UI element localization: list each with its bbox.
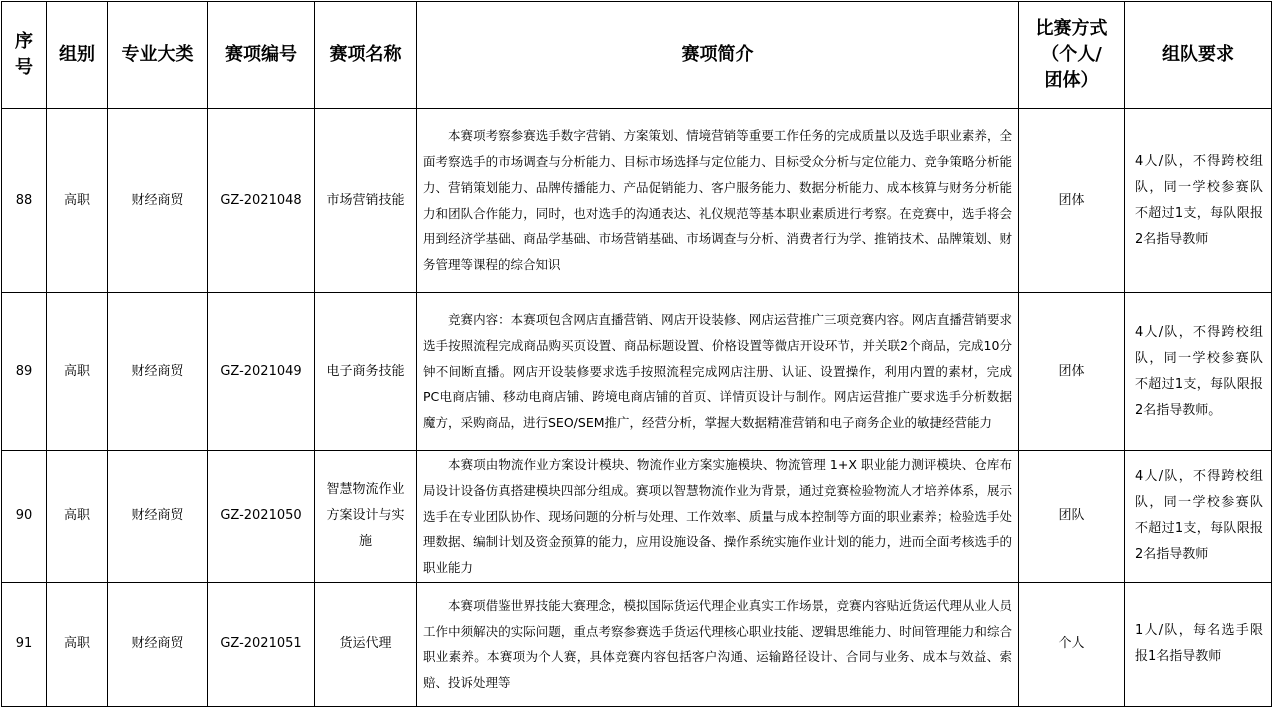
cell-intro: 竞赛内容：本赛项包含网店直播营销、网店开设装修、网店运营推广三项竞赛内容。网店直播营销要求选手按照流程完成商品购买页设置、商品标题设置、价格设置等微店开设环节，并关联2个商品，完成10分钟不间断直播。网店开设装修要求选手按照流程完成网店注册、认证、设置操作，利用内置的素材，完成PC电商店铺、移动电商店铺、跨境电商店铺的首页、详情页设计与制作。网店运营推广要求选手分析数据魔方，采购商品，进行SEO/SEM推广，经营分析，掌握大数据精准营销和电子商务企业的敏捷经营能力 [417, 293, 1019, 451]
cell-group: 高职 [47, 109, 108, 293]
header-intro: 赛项简介 [417, 2, 1019, 109]
cell-group: 高职 [47, 293, 108, 451]
cell-code: GZ-2021048 [208, 109, 315, 293]
cell-name: 货运代理 [315, 582, 417, 706]
cell-intro: 本赛项考察参赛选手数字营销、方案策划、情境营销等重要工作任务的完成质量以及选手职业素养，全面考察选手的市场调查与分析能力、目标市场选择与定位能力、目标受众分析与定位能力、竞争策略分析能力、营销策划能力、品牌传播能力、产品促销能力、客户服务能力、数据分析能力、成本核算与财务分析能力和团队合作能力，同时，也对选手的沟通表达、礼仪规范等基本职业素质进行考察。在竞赛中，选手将会用到经济学基础、商品学基础、市场营销基础、市场调查与分析、消费者行为学、推销技术、品牌策划、财务管理等课程的综合知识 [417, 109, 1019, 293]
table-row [2, 451, 1272, 583]
table-row [2, 582, 1272, 706]
cell-code: GZ-2021051 [208, 582, 315, 706]
cell-intro: 本赛项借鉴世界技能大赛理念，模拟国际货运代理企业真实工作场景，竞赛内容贴近货运代理从业人员工作中须解决的实际问题，重点考察参赛选手货运代理核心职业技能、逻辑思维能力、时间管理能力和综合职业素养。本赛项为个人赛，具体竞赛内容包括客户沟通、运输路径设计、合同与业务、成本与效益、索赔、投诉处理等 [417, 582, 1019, 706]
header-row [2, 2, 1272, 109]
cell-name: 市场营销技能 [315, 109, 417, 293]
cell-code: GZ-2021050 [208, 451, 315, 583]
cell-major: 财经商贸 [108, 451, 208, 583]
cell-seq: 90 [2, 451, 47, 583]
cell-name: 智慧物流作业方案设计与实施 [315, 451, 417, 583]
cell-team: 4人/队，不得跨校组队，同一学校参赛队不超过1支，每队限报2名指导教师 [1125, 451, 1272, 583]
cell-group: 高职 [47, 451, 108, 583]
table-row [2, 109, 1272, 293]
table-row [2, 293, 1272, 451]
cell-team: 4人/队，不得跨校组队，同一学校参赛队不超过1支，每队限报2名指导教师。 [1125, 293, 1272, 451]
cell-intro: 本赛项由物流作业方案设计模块、物流作业方案实施模块、物流管理 1+X 职业能力测评模块、仓库布局设计设备仿真搭建模块四部分组成。赛项以智慧物流作业为背景，通过竞赛检验物流人才培养体系，展示选手在专业团队协作、现场问题的分析与处理、工作效率、质量与成本控制等方面的职业素养；检验选手处理数据、编制计划及资金预算的能力，应用设施设备、操作系统实施作业计划的能力，进而全面考核选手的职业能力 [417, 451, 1019, 583]
competition-table [1, 1, 1272, 707]
cell-mode: 团体 [1019, 109, 1125, 293]
cell-group: 高职 [47, 582, 108, 706]
cell-major: 财经商贸 [108, 293, 208, 451]
cell-major: 财经商贸 [108, 109, 208, 293]
header-group: 组别 [47, 2, 108, 109]
header-mode: 比赛方式（个人/团体） [1019, 2, 1125, 109]
cell-team: 4人/队，不得跨校组队，同一学校参赛队不超过1支，每队限报2名指导教师 [1125, 109, 1272, 293]
header-seq: 序号 [2, 2, 47, 109]
cell-code: GZ-2021049 [208, 293, 315, 451]
cell-mode: 团体 [1019, 293, 1125, 451]
cell-name: 电子商务技能 [315, 293, 417, 451]
header-name: 赛项名称 [315, 2, 417, 109]
cell-seq: 89 [2, 293, 47, 451]
cell-team: 1人/队，每名选手限报1名指导教师 [1125, 582, 1272, 706]
header-code: 赛项编号 [208, 2, 315, 109]
header-team: 组队要求 [1125, 2, 1272, 109]
cell-seq: 91 [2, 582, 47, 706]
header-major: 专业大类 [108, 2, 208, 109]
cell-major: 财经商贸 [108, 582, 208, 706]
cell-mode: 团队 [1019, 451, 1125, 583]
cell-mode: 个人 [1019, 582, 1125, 706]
cell-seq: 88 [2, 109, 47, 293]
